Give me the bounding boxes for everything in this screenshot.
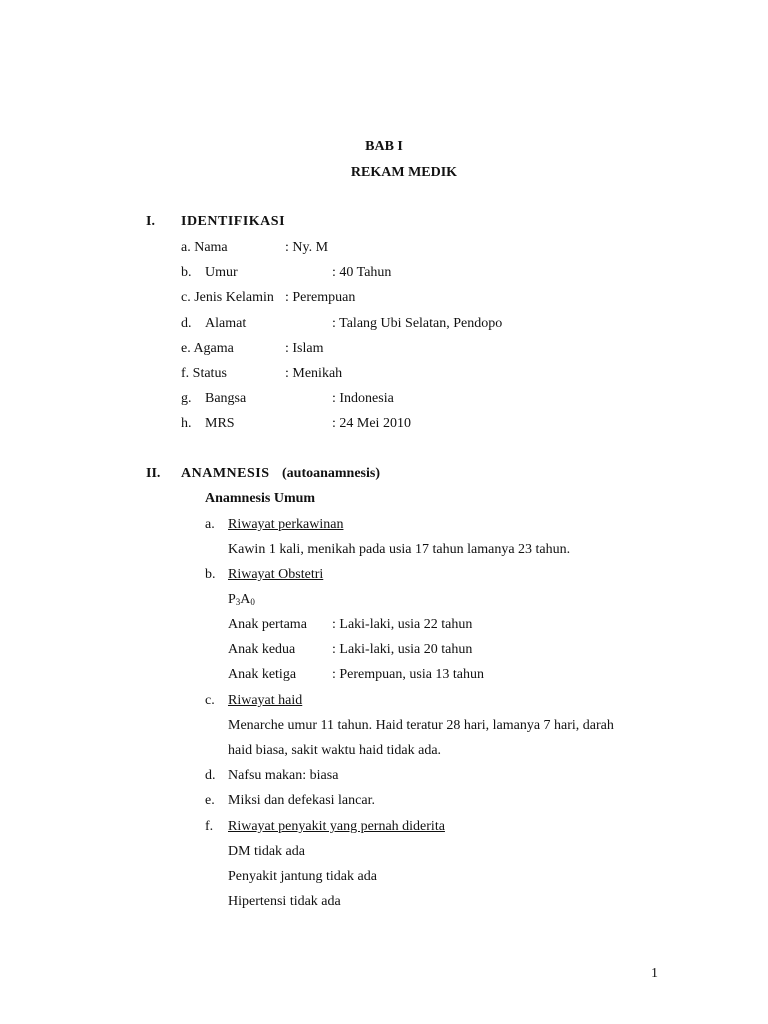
section-heading-anamnesis: ANAMNESIS	[181, 466, 270, 481]
child-value: : Laki-laki, usia 22 tahun	[332, 617, 473, 632]
id-row-key: Alamat	[205, 316, 247, 331]
id-row-value: : Indonesia	[332, 391, 394, 406]
id-row-key: Umur	[205, 265, 238, 280]
child-value: : Perempuan, usia 13 tahun	[332, 667, 485, 682]
item-text-appetite: Nafsu makan: biasa	[228, 768, 339, 783]
item-letter-b: b.	[205, 567, 216, 582]
item-letter-f: f.	[205, 819, 214, 834]
illness-item: DM tidak ada	[228, 844, 305, 859]
item-title-marriage-history: Riwayat perkawinan	[228, 517, 344, 532]
id-row-letter: g.	[181, 391, 192, 406]
id-row-key: c. Jenis Kelamin	[181, 290, 274, 305]
id-row-letter: d.	[181, 316, 192, 331]
id-row-value: : Menikah	[285, 366, 343, 381]
id-row-key: e. Agama	[181, 341, 234, 356]
obstetric-a-sub: 0	[250, 597, 255, 607]
item-title-obstetric-history: Riwayat Obstetri	[228, 567, 324, 582]
id-row-key: a. Nama	[181, 240, 228, 255]
id-row-value: : Islam	[285, 341, 324, 356]
document-title: REKAM MEDIK	[350, 165, 458, 180]
id-row-letter: h.	[181, 416, 192, 431]
id-row-value: : Ny. M	[285, 240, 329, 255]
illness-item: Penyakit jantung tidak ada	[228, 869, 377, 884]
item-text: Menarche umur 11 tahun. Haid teratur 28 hari, lamanya 7 hari, darah	[228, 718, 614, 733]
id-row-key: f. Status	[181, 366, 227, 381]
child-value: : Laki-laki, usia 20 tahun	[332, 642, 473, 657]
obstetric-p-sub: 3	[235, 597, 241, 607]
id-row-value: : Talang Ubi Selatan, Pendopo	[332, 316, 503, 331]
item-title-past-illness: Riwayat penyakit yang pernah diderita	[228, 819, 445, 834]
item-letter-e: e.	[205, 793, 215, 808]
item-text: Kawin 1 kali, menikah pada usia 17 tahun lamanya 23 tahun.	[228, 542, 571, 557]
id-row-letter: b.	[181, 265, 192, 280]
item-text: haid biasa, sakit waktu haid tidak ada.	[228, 743, 442, 758]
child-label: Anak pertama	[228, 617, 307, 632]
page-number: 1	[651, 966, 658, 981]
section-heading-note: (autoanamnesis)	[282, 466, 381, 481]
obstetric-a: A	[240, 592, 251, 607]
item-letter-a: a.	[205, 517, 215, 532]
child-label: Anak kedua	[228, 642, 296, 657]
item-letter-d: d.	[205, 768, 216, 783]
subsection-heading: Anamnesis Umum	[205, 491, 316, 506]
child-label: Anak ketiga	[228, 667, 297, 682]
section-heading-identification: IDENTIFIKASI	[181, 214, 286, 229]
id-row-value: : Perempuan	[285, 290, 356, 305]
id-row-value: : 40 Tahun	[332, 265, 392, 280]
id-row-key: Bangsa	[205, 391, 247, 406]
id-row-value: : 24 Mei 2010	[332, 416, 411, 431]
id-row-key: MRS	[205, 416, 235, 431]
item-letter-c: c.	[205, 693, 215, 708]
obstetric-formula	[228, 592, 255, 608]
section-numeral-2: II.	[146, 466, 161, 481]
obstetric-p: P	[228, 592, 236, 607]
section-numeral-1: I.	[146, 214, 155, 229]
chapter-label: BAB I	[365, 139, 403, 154]
item-text-elimination: Miksi dan defekasi lancar.	[228, 793, 375, 808]
item-title-menstrual-history: Riwayat haid	[228, 693, 303, 708]
illness-item: Hipertensi tidak ada	[228, 894, 341, 909]
